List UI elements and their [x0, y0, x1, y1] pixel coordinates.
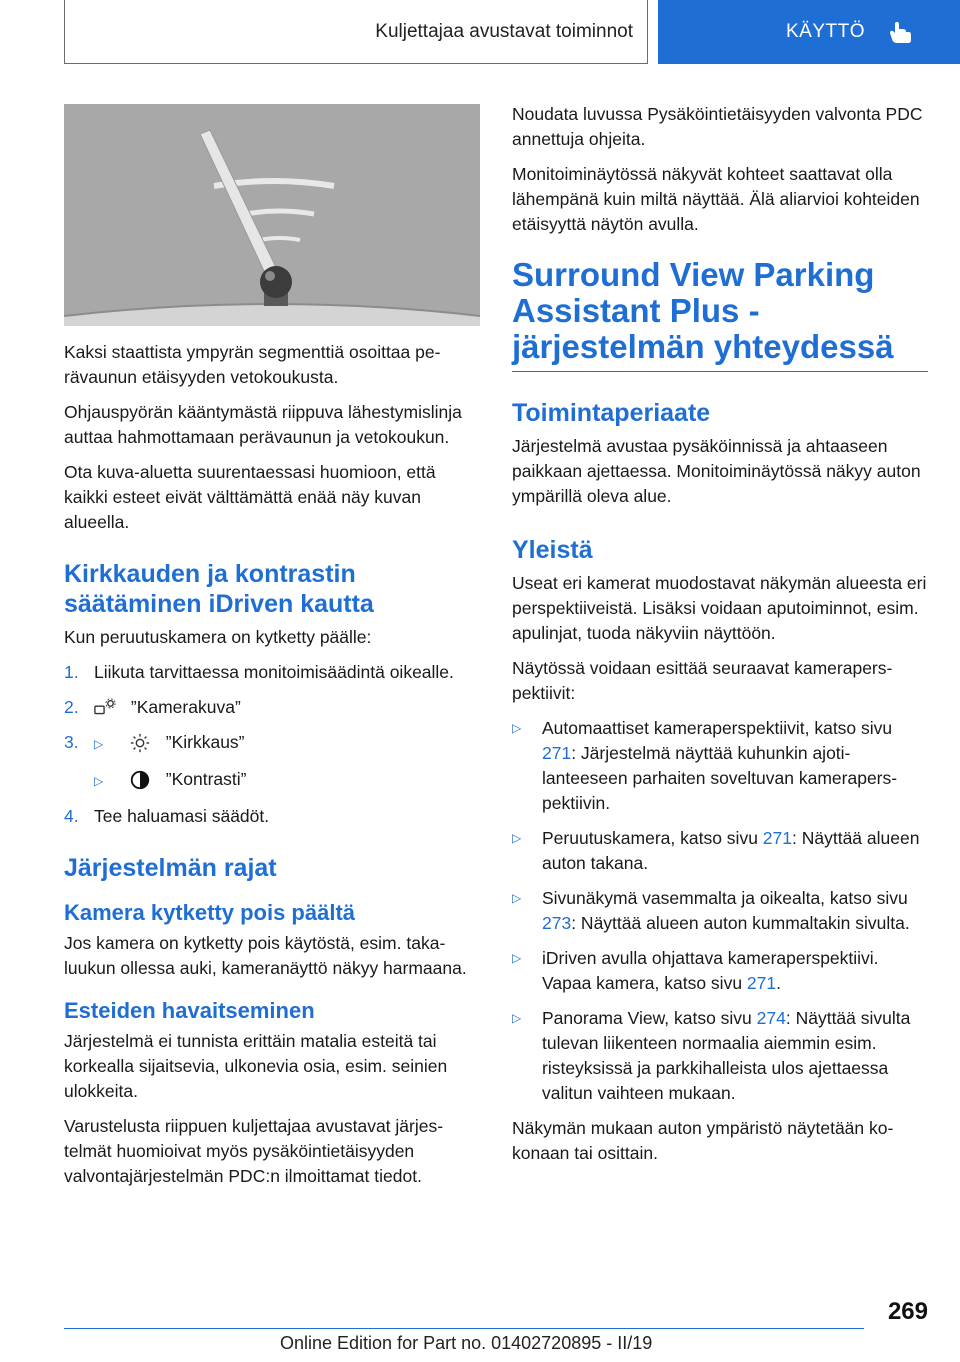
step-text: ”Kirkkaus”: [165, 732, 245, 752]
paragraph: Järjestelmä ei tunnista erittäin matalia esteitä tai korkealla sijaitsevia, ulkonevia osia, esim. seinien ulokkeita.: [64, 1031, 448, 1101]
item-text: Automaattiset kameraperspektiivit, katso sivu: [542, 718, 893, 738]
list-item: [64, 730, 480, 757]
section-heading: Järjestelmän rajat: [64, 854, 277, 882]
page-link[interactable]: 274: [756, 1008, 786, 1028]
paragraph: Jos kamera on kytketty pois käytöstä, esim. takaluukun ollessa auki, kameranäyttö näkyy harmaana.: [64, 933, 467, 978]
triangle-bullet-icon: ▷: [512, 891, 522, 905]
section-heading: Toimintaperiaate: [512, 399, 711, 427]
chapter-tab: [658, 0, 960, 64]
subsection-heading: Kamera kytketty pois päältä: [64, 900, 356, 925]
paragraph: Varustelusta riippuen kuljettajaa avustavat järjestelmät huomioivat myös pysäköintietäisyyden valvontajärjestelmän PDC:n ilmoittamat tiedot.: [64, 1116, 444, 1186]
left-column: [64, 104, 480, 1199]
item-text: Panorama View, katso sivu: [542, 1008, 757, 1028]
step-text: Liikuta tarvittaessa monitoimisäädintä oikealle.: [94, 662, 454, 682]
list-item: [512, 826, 928, 876]
paragraph: Kun peruutuskamera on kytketty päälle:: [64, 627, 372, 647]
section-title: Kuljettajaa avustavat toiminnot: [375, 20, 633, 42]
hitch-illustration: [64, 104, 480, 326]
paragraph: Ohjauspyörän kääntymästä riippuva lähestymislinja auttaa hahmottamaan perävaunun ja vetokoukun.: [64, 402, 462, 447]
camera-settings-icon: [94, 697, 116, 719]
chapter-heading: Surround View Parking Assistant Plus -järjestelmän yhteydessä: [512, 257, 928, 372]
section-heading: Yleistä: [512, 536, 593, 564]
pointing-hand-icon: [887, 19, 913, 45]
paragraph: Monitoiminäytössä näkyvät kohteet saattavat olla lähempänä kuin miltä näyttää. Älä aliarvioi kohteiden etäisyyttä näytön avulla.: [512, 164, 920, 234]
triangle-bullet-icon: ▷: [512, 951, 522, 965]
paragraph: Näytössä voidaan esittää seuraavat kameraperspektiivit:: [512, 658, 893, 703]
item-text: iDriven avulla ohjattava kameraperspektiivi. Vapaa kamera, katso sivu: [542, 948, 879, 993]
step-number: 4.: [64, 806, 79, 826]
section-heading: Kirkkauden ja kontrastin säätäminen iDriven kautta: [64, 560, 374, 618]
paragraph: Näkymän mukaan auton ympäristö näytetään kokonaan tai osittain.: [512, 1118, 894, 1163]
step-text: Tee haluamasi säädöt.: [94, 806, 270, 826]
item-text: : Näyttää alueen auton kummaltakin sivulta.: [571, 913, 910, 933]
step-number: 1.: [64, 662, 79, 682]
triangle-bullet-icon: ▷: [94, 737, 104, 751]
paragraph: Noudata luvussa Pysäköintietäisyyden valvonta PDC annettuja ohjeita.: [512, 104, 923, 149]
page-link[interactable]: 273: [542, 913, 572, 933]
contrast-icon: [129, 769, 151, 791]
list-item: [64, 660, 480, 685]
step-number: 2.: [64, 697, 79, 717]
list-item: [512, 886, 928, 936]
triangle-bullet-icon: ▷: [512, 831, 522, 845]
list-item: [64, 804, 480, 829]
list-item: [512, 946, 928, 996]
paragraph: Järjestelmä avustaa pysäköinnissä ja ahtaaseen paikkaan ajettaessa. Monitoiminäytössä näkyy auton ympärillä oleva alue.: [512, 436, 921, 506]
page-link[interactable]: 271: [762, 828, 792, 848]
paragraph: Useat eri kamerat muodostavat näkymän alueesta eri perspektiiveistä. Lisäksi voidaan aputoiminnot, esim. apulinjat, tuoda näkyviin näyttöön.: [512, 573, 927, 643]
chapter-title: KÄYTTÖ: [786, 21, 866, 42]
step-number: 3.: [64, 732, 79, 752]
step-text: ”Kamerakuva”: [130, 697, 241, 717]
list-item: [64, 767, 480, 794]
page-link[interactable]: 271: [542, 743, 572, 763]
triangle-bullet-icon: ▷: [512, 721, 522, 735]
item-text: : Näyttää sivulta tulevan liikenteen normaalia aiemmin esim. risteyksissä ja parkkihalleista ulos ajettaessa valitun vaihteen mukaan.: [542, 1008, 911, 1103]
subsection-heading: Esteiden havaitseminen: [64, 998, 315, 1023]
item-text: .: [776, 973, 781, 993]
step-text: ”Kontrasti”: [165, 769, 247, 789]
list-item: [512, 716, 928, 816]
page-number: 269: [887, 1298, 928, 1325]
edition-note: Online Edition for Part no. 01402720895 - II/19: [280, 1333, 653, 1353]
right-column: [512, 102, 928, 1176]
paragraph: Kaksi staattista ympyrän segmenttiä osoittaa perävaunun etäisyyden vetokoukusta.: [64, 342, 441, 387]
triangle-bullet-icon: ▷: [512, 1011, 522, 1025]
brightness-icon: [129, 732, 151, 754]
item-text: : Järjestelmä näyttää kuhunkin ajotilanteeseen parhaiten soveltuvan kameraperspektiivin.: [542, 743, 898, 813]
perspectives-list: [512, 716, 928, 1106]
steps-list: [64, 660, 480, 829]
list-item: [64, 695, 480, 720]
item-text: : Näyttää alueen auton takana.: [542, 828, 920, 873]
footer-divider: [64, 1328, 864, 1329]
section-header: [64, 0, 648, 64]
list-item: [512, 1006, 928, 1106]
triangle-bullet-icon: ▷: [94, 774, 104, 788]
item-text: Sivunäkymä vasemmalta ja oikealta, katso sivu: [542, 888, 908, 908]
paragraph: Ota kuva-aluetta suurentaessasi huomioon, että kaikki esteet eivät välttämättä enää näy kuvan alueella.: [64, 462, 436, 532]
page-link[interactable]: 271: [746, 973, 777, 993]
footer: [280, 1333, 652, 1354]
trailer-hitch-camera-figure: [64, 104, 480, 326]
item-text: Peruutuskamera, katso sivu: [542, 828, 763, 848]
